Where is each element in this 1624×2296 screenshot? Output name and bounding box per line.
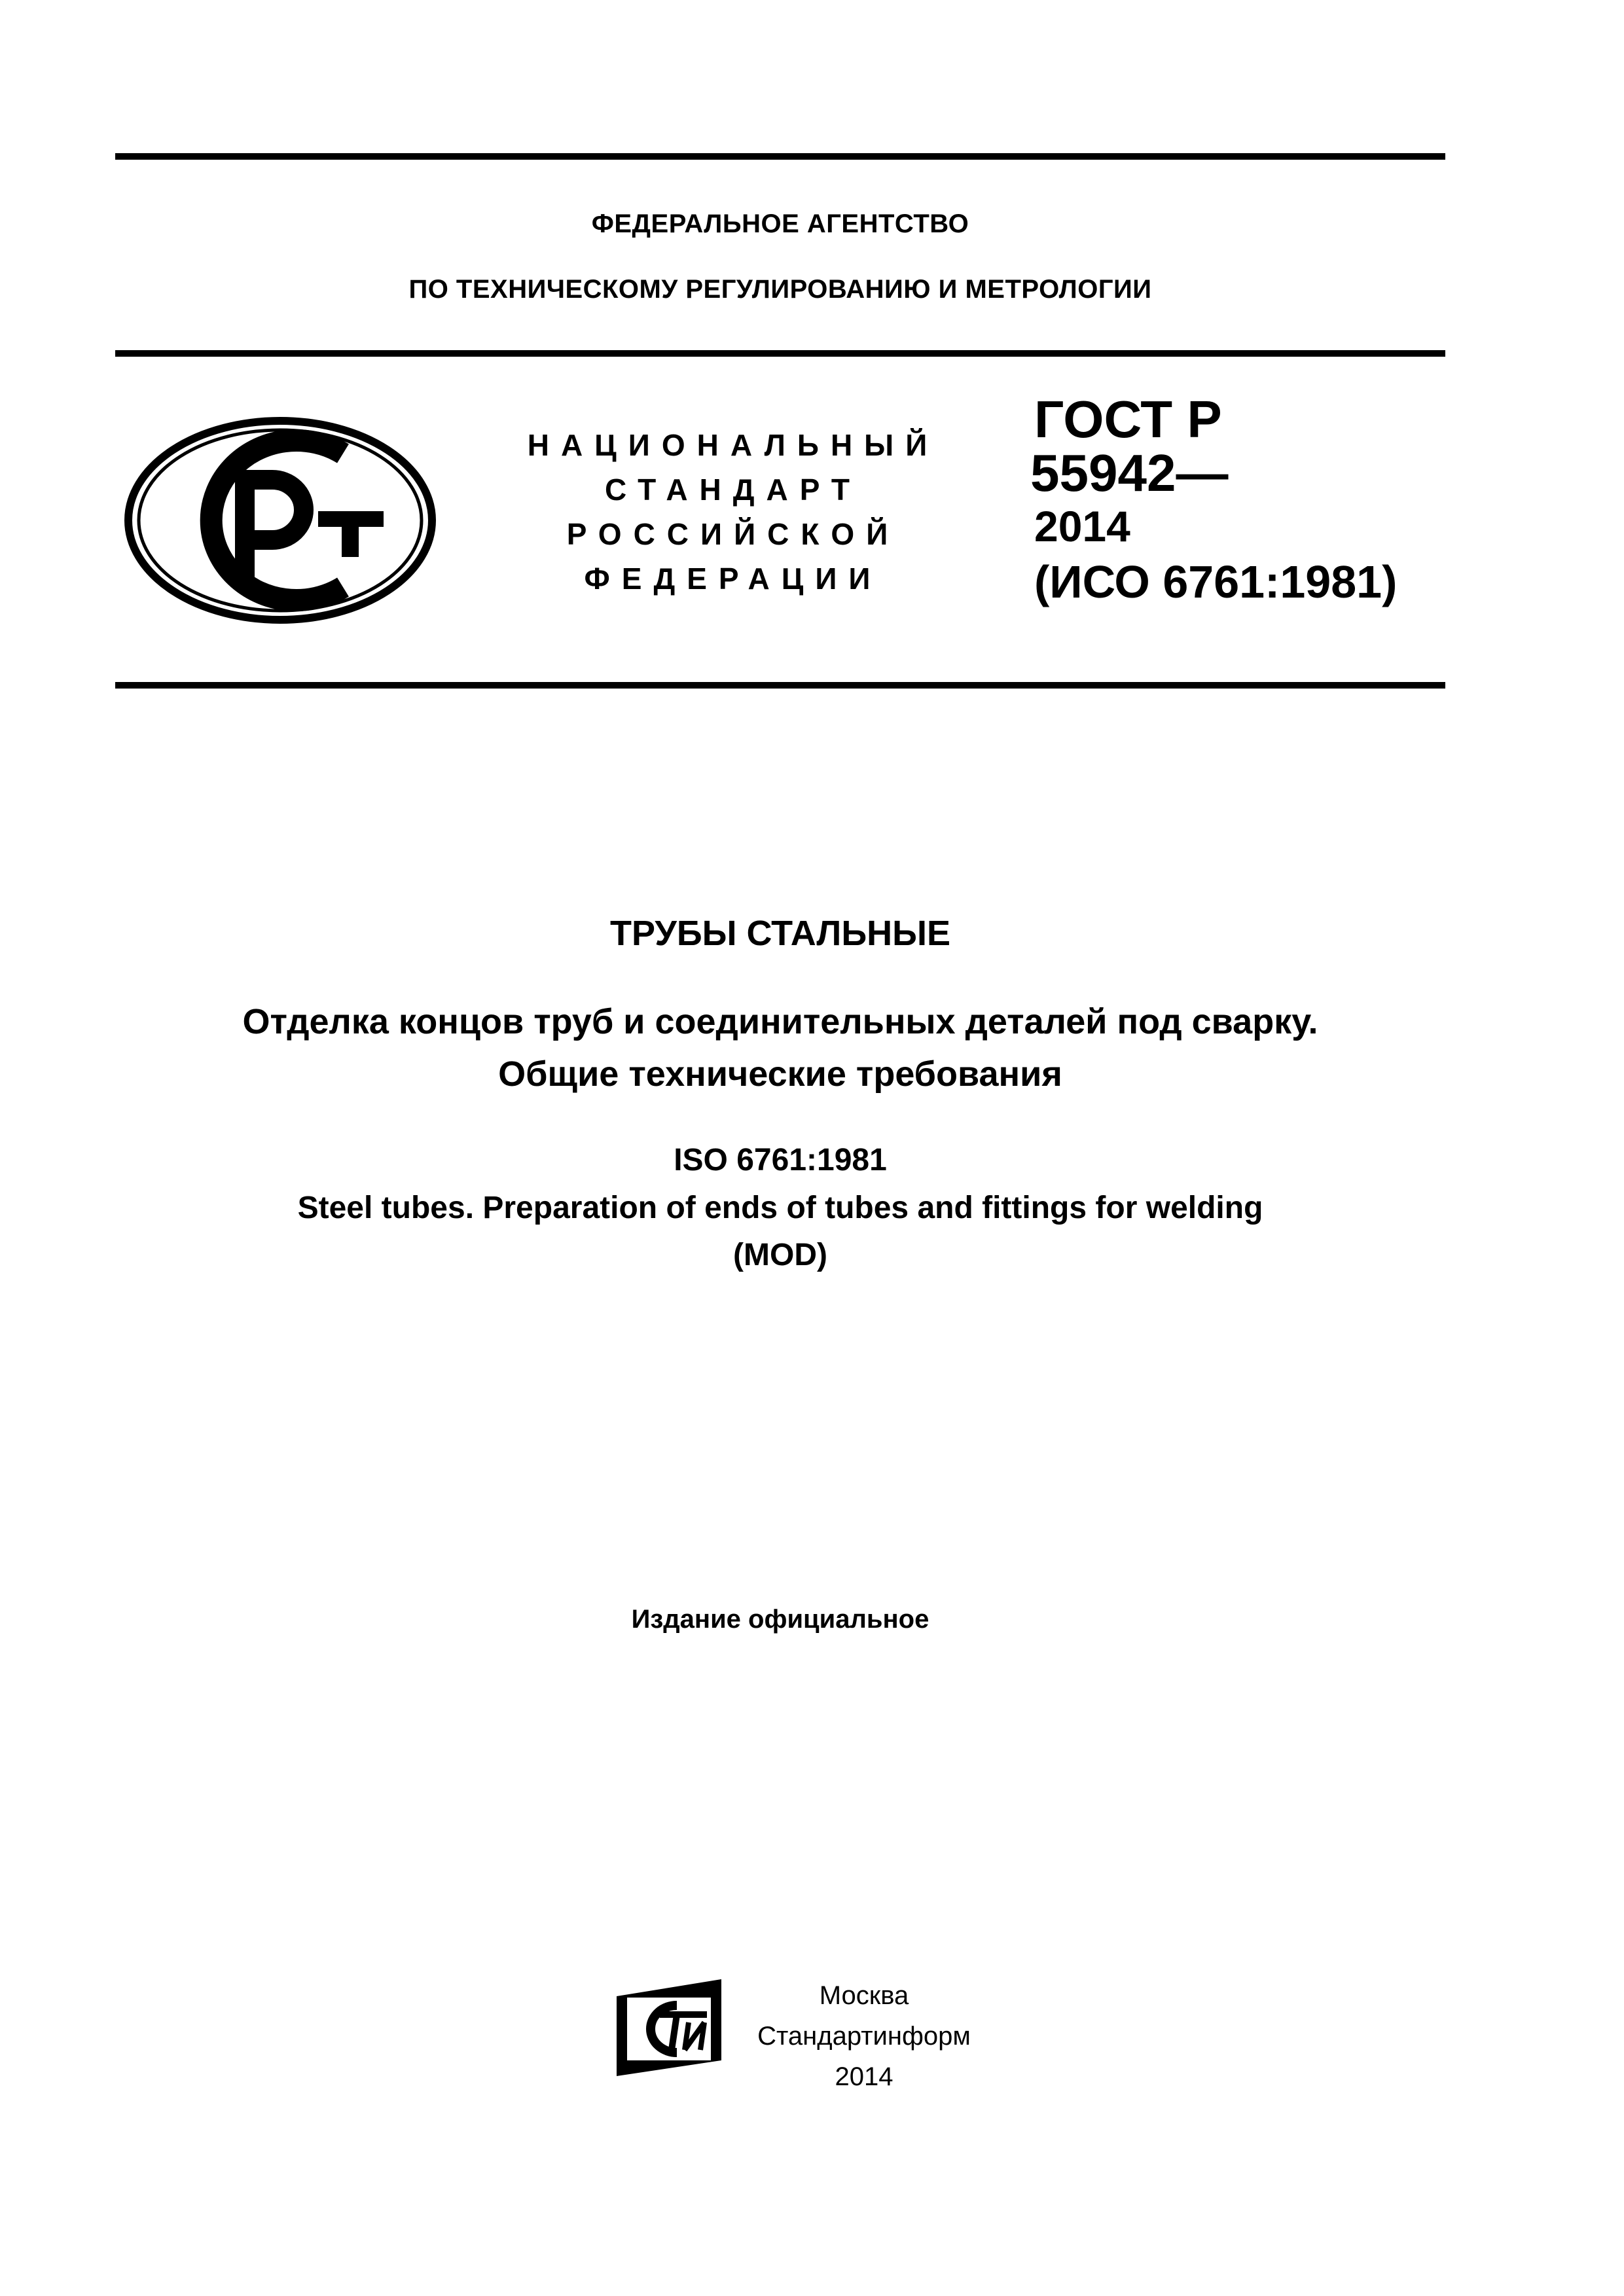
iso-reference: ISO 6761:1981: [674, 1143, 887, 1177]
standartinform-logo-icon: [614, 1977, 724, 2079]
gost-line-3: 2014: [1034, 502, 1130, 550]
publisher-year: 2014: [835, 2062, 893, 2091]
gost-designation: [1030, 390, 1398, 611]
agency-name-line2: ПО ТЕХНИЧЕСКОМУ РЕГУЛИРОВАНИЮ И МЕТРОЛОГИИ: [408, 275, 1152, 304]
national-line-3: РОССИЙСКОЙ: [566, 517, 900, 551]
header-rule: [115, 350, 1445, 357]
standard-block-rule: [115, 682, 1445, 689]
national-line-1: НАЦИОНАЛЬНЫЙ: [527, 428, 939, 462]
iso-modification: (MOD): [733, 1238, 827, 1272]
national-line-4: ФЕДЕРАЦИИ: [584, 562, 882, 596]
top-rule: [115, 153, 1445, 160]
gost-line-1: ГОСТ Р: [1034, 390, 1222, 448]
document-subtitle-line1: Отделка концов труб и соединительных деталей под сварку.: [242, 1002, 1318, 1041]
document-subtitle-line2: Общие технические требования: [498, 1054, 1062, 1094]
official-edition-label: Издание официальное: [631, 1605, 929, 1634]
gost-line-2: 55942—: [1030, 444, 1229, 502]
iso-english-title: Steel tubes. Preparation of ends of tubes and fittings for welding: [297, 1191, 1263, 1225]
publisher-city: Москва: [819, 1981, 909, 2010]
agency-name-line1: ФЕДЕРАЛЬНОЕ АГЕНТСТВО: [591, 209, 969, 238]
publisher-block: [740, 1975, 988, 2097]
rst-logo-icon: [123, 416, 437, 625]
publisher-name: Стандартинформ: [757, 2022, 971, 2051]
document-title: ТРУБЫ СТАЛЬНЫЕ: [609, 914, 951, 953]
gost-line-4: (ИСО 6761:1981): [1034, 556, 1398, 607]
national-standard-label: [517, 423, 949, 601]
national-line-2: СТАНДАРТ: [605, 473, 861, 507]
